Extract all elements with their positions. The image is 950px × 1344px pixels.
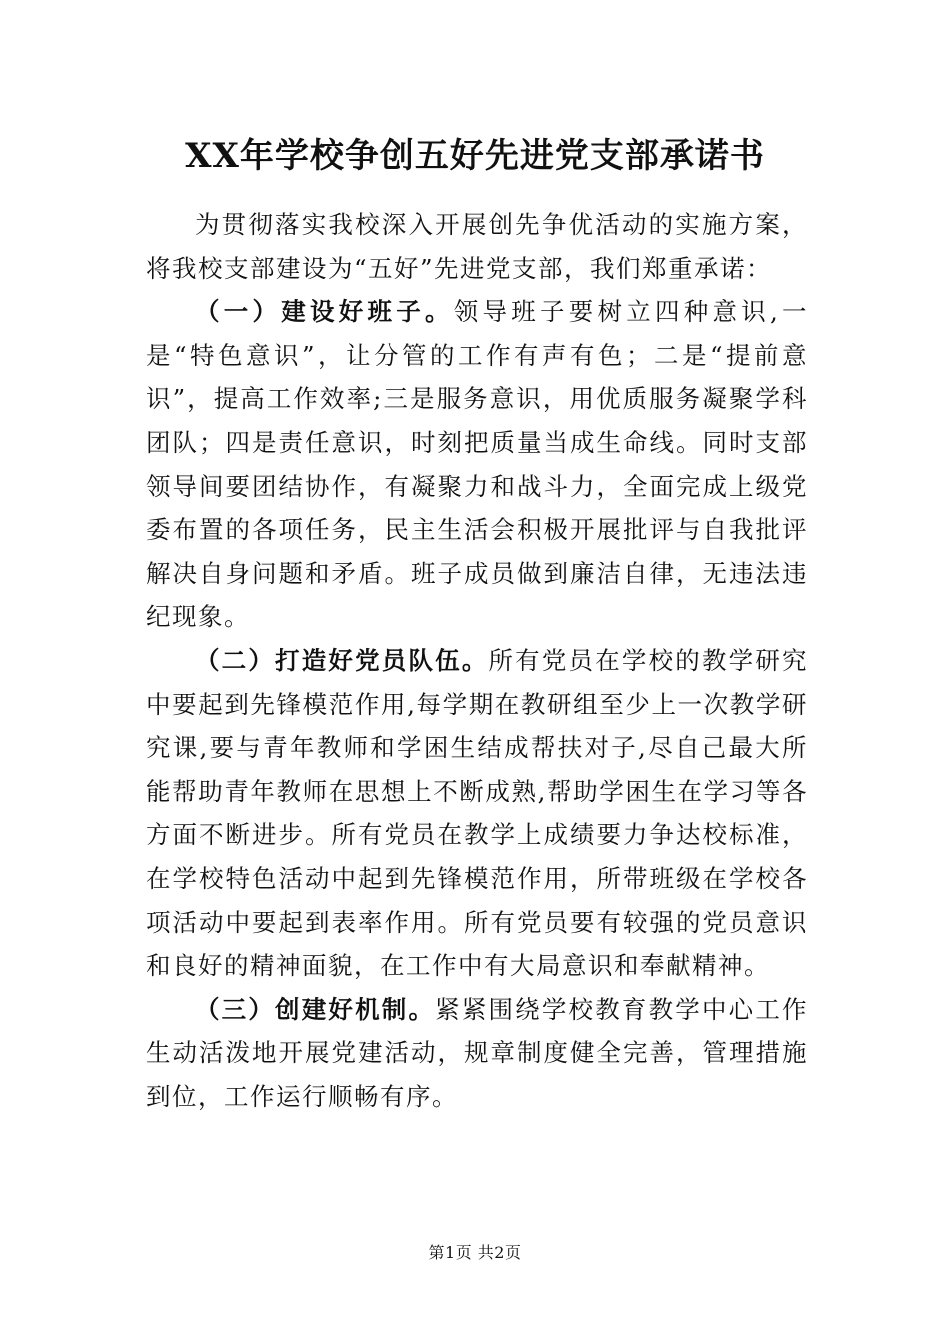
section-heading-1: （一）建设好班子。 — [195, 297, 454, 327]
section-paragraph-3 — [146, 988, 808, 1119]
section-text-1: 领导班子要树立四种意识,一是“特色意识”，让分管的工作有声有色；二是“提前意识”，提高工作效率;三是服务意识，用优质服务凝聚学科团队；四是责任意识，时刻把质量当成生命线。同时支部领导间要团结协作，有凝聚力和战斗力，全面完成上级党委布置的各项任务，民主生活会积极开展批评与自我批评解决自身问题和矛盾。班子成员做到廉洁自律，无违法违纪现象。 — [146, 297, 808, 632]
intro-paragraph: 为贯彻落实我校深入开展创先争优活动的实施方案，将我校支部建设为“五好”先进党支部，我们郑重承诺： — [146, 210, 808, 283]
document-title: XX年学校争创五好先进党支部承诺书 — [185, 136, 765, 176]
section-paragraph-1 — [146, 290, 808, 639]
section-text-3: 紧紧围绕学校教育教学中心工作生动活泼地开展党建活动，规章制度健全完善，管理措施到位，工作运行顺畅有序。 — [146, 994, 809, 1111]
section-heading-2: （二）打造好党员队伍。 — [195, 645, 489, 675]
section-text-2: 所有党员在学校的教学研究中要起到先锋模范作用,每学期在教研组至少上一次教学研究课,要与青年教师和学困生结成帮扶对子,尽自己最大所能帮助青年教师在思想上不断成熟,帮助学困生在学习等各方面不断进步。所有党员在教学上成绩要力争达校标准，在学校特色活动中起到先锋模范作用，所带班级在学校各项活动中要起到表率作用。所有党员要有较强的党员意识和良好的精神面貌，在工作中有大局意识和奉献精神。 — [146, 645, 808, 981]
document-body — [146, 203, 808, 1118]
section-paragraph-2 — [146, 639, 808, 988]
section-heading-3: （三）创建好机制。 — [195, 994, 436, 1024]
page-number-footer: 第1页 共2页 — [428, 1243, 522, 1262]
